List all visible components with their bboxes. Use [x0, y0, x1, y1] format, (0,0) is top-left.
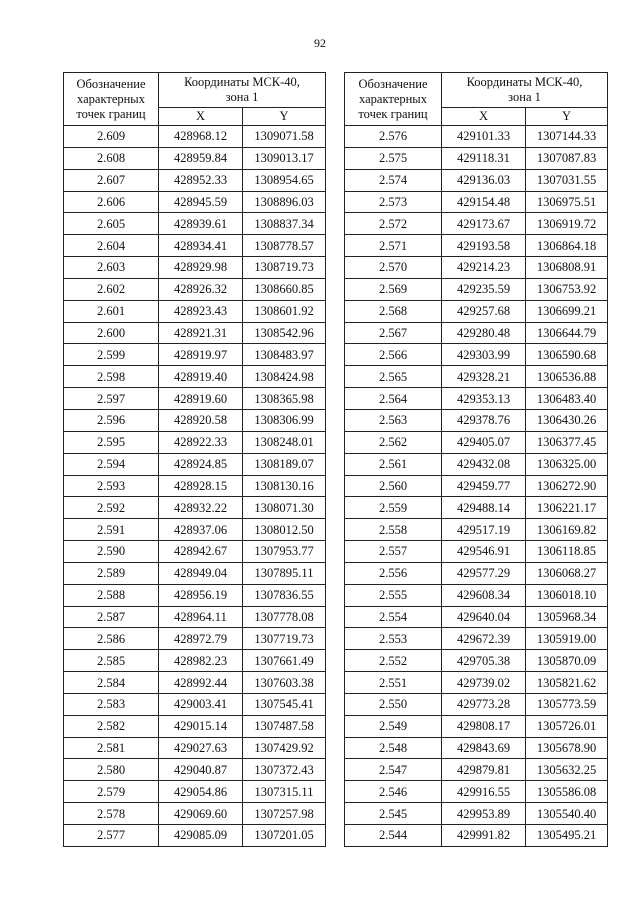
table-row [64, 213, 326, 235]
y-coordinate-cell: 1305586.08 [526, 781, 608, 803]
y-coordinate-cell: 1307719.73 [243, 628, 326, 650]
point-code-cell: 2.575 [345, 147, 442, 169]
x-coordinate-cell: 429101.33 [442, 126, 526, 148]
point-code-cell: 2.586 [64, 628, 159, 650]
header-coordinates [442, 73, 608, 108]
y-coordinate-cell: 1305919.00 [526, 628, 608, 650]
header-y: Y [526, 108, 608, 126]
x-coordinate-cell: 428921.31 [159, 322, 243, 344]
y-coordinate-cell: 1307372.43 [243, 759, 326, 781]
page-number: 92 [314, 36, 326, 50]
point-code-cell: 2.587 [64, 606, 159, 628]
header-coordinates [159, 73, 326, 108]
table-row [64, 650, 326, 672]
x-coordinate-cell: 429303.99 [442, 344, 526, 366]
x-coordinate-cell: 429705.38 [442, 650, 526, 672]
y-coordinate-cell: 1305678.90 [526, 737, 608, 759]
x-coordinate-cell: 429378.76 [442, 409, 526, 431]
header-coords-line: зона 1 [508, 90, 541, 104]
x-coordinate-cell: 428972.79 [159, 628, 243, 650]
x-coordinate-cell: 429027.63 [159, 737, 243, 759]
table-row [345, 497, 608, 519]
x-coordinate-cell: 429773.28 [442, 693, 526, 715]
x-coordinate-cell: 429953.89 [442, 803, 526, 825]
point-code-cell: 2.576 [345, 126, 442, 148]
y-coordinate-cell: 1306430.26 [526, 409, 608, 431]
x-coordinate-cell: 429003.41 [159, 693, 243, 715]
table-row [345, 562, 608, 584]
x-coordinate-cell: 429054.86 [159, 781, 243, 803]
y-coordinate-cell: 1306975.51 [526, 191, 608, 213]
table-row [64, 715, 326, 737]
x-coordinate-cell: 429739.02 [442, 672, 526, 694]
point-code-cell: 2.571 [345, 235, 442, 257]
x-coordinate-cell: 428928.15 [159, 475, 243, 497]
x-coordinate-cell: 428919.60 [159, 388, 243, 410]
header-y: Y [243, 108, 326, 126]
x-coordinate-cell: 429432.08 [442, 453, 526, 475]
table-row [345, 803, 608, 825]
y-coordinate-cell: 1305870.09 [526, 650, 608, 672]
table-row [345, 825, 608, 847]
table-row [345, 322, 608, 344]
header-x: X [159, 108, 243, 126]
x-coordinate-cell: 429214.23 [442, 257, 526, 279]
y-coordinate-cell: 1307144.33 [526, 126, 608, 148]
y-coordinate-cell: 1307201.05 [243, 825, 326, 847]
table-row [345, 278, 608, 300]
table-row [64, 541, 326, 563]
x-coordinate-cell: 429015.14 [159, 715, 243, 737]
point-code-cell: 2.578 [64, 803, 159, 825]
header-code-line: точек границ [358, 106, 428, 121]
table-row [64, 693, 326, 715]
x-coordinate-cell: 428992.44 [159, 672, 243, 694]
y-coordinate-cell: 1306377.45 [526, 431, 608, 453]
point-code-cell: 2.556 [345, 562, 442, 584]
point-code-cell: 2.598 [64, 366, 159, 388]
table-row [64, 584, 326, 606]
x-coordinate-cell: 428920.58 [159, 409, 243, 431]
header-code-line: характерных [77, 91, 145, 106]
y-coordinate-cell: 1306699.21 [526, 300, 608, 322]
table-row [64, 737, 326, 759]
table-row [64, 628, 326, 650]
y-coordinate-cell: 1308071.30 [243, 497, 326, 519]
y-coordinate-cell: 1306919.72 [526, 213, 608, 235]
header-code-line: характерных [359, 91, 427, 106]
y-coordinate-cell: 1308601.92 [243, 300, 326, 322]
table-row [345, 388, 608, 410]
x-coordinate-cell: 428939.61 [159, 213, 243, 235]
table-row [64, 759, 326, 781]
point-code-cell: 2.599 [64, 344, 159, 366]
header-code-line: точек границ [76, 106, 146, 121]
point-code-cell: 2.589 [64, 562, 159, 584]
point-code-cell: 2.592 [64, 497, 159, 519]
table-row [64, 453, 326, 475]
y-coordinate-cell: 1307895.11 [243, 562, 326, 584]
y-coordinate-cell: 1308837.34 [243, 213, 326, 235]
x-coordinate-cell: 428923.43 [159, 300, 243, 322]
table-row [64, 126, 326, 148]
y-coordinate-cell: 1309071.58 [243, 126, 326, 148]
point-code-cell: 2.562 [345, 431, 442, 453]
table-row [345, 409, 608, 431]
point-code-cell: 2.570 [345, 257, 442, 279]
x-coordinate-cell: 428937.06 [159, 519, 243, 541]
point-code-cell: 2.573 [345, 191, 442, 213]
point-code-cell: 2.583 [64, 693, 159, 715]
table-row [64, 300, 326, 322]
x-coordinate-cell: 429193.58 [442, 235, 526, 257]
y-coordinate-cell: 1306118.85 [526, 541, 608, 563]
table-row [64, 147, 326, 169]
y-coordinate-cell: 1308896.03 [243, 191, 326, 213]
x-coordinate-cell: 429808.17 [442, 715, 526, 737]
y-coordinate-cell: 1308130.16 [243, 475, 326, 497]
x-coordinate-cell: 429991.82 [442, 825, 526, 847]
point-code-cell: 2.555 [345, 584, 442, 606]
x-coordinate-cell: 428949.04 [159, 562, 243, 584]
y-coordinate-cell: 1306753.92 [526, 278, 608, 300]
table-row [64, 191, 326, 213]
y-coordinate-cell: 1306169.82 [526, 519, 608, 541]
table-row [345, 519, 608, 541]
y-coordinate-cell: 1307429.92 [243, 737, 326, 759]
point-code-cell: 2.547 [345, 759, 442, 781]
x-coordinate-cell: 428934.41 [159, 235, 243, 257]
x-coordinate-cell: 429672.39 [442, 628, 526, 650]
point-code-cell: 2.600 [64, 322, 159, 344]
point-code-cell: 2.574 [345, 169, 442, 191]
table-row [345, 781, 608, 803]
x-coordinate-cell: 428956.19 [159, 584, 243, 606]
table-row [64, 278, 326, 300]
table-row [345, 693, 608, 715]
y-coordinate-cell: 1307087.83 [526, 147, 608, 169]
table-row [345, 213, 608, 235]
table-row [345, 431, 608, 453]
table-row [64, 169, 326, 191]
table-row [345, 169, 608, 191]
y-coordinate-cell: 1307031.55 [526, 169, 608, 191]
point-code-cell: 2.605 [64, 213, 159, 235]
table-row [64, 519, 326, 541]
point-code-cell: 2.561 [345, 453, 442, 475]
header-coords-line: Координаты МСК-40, [466, 75, 583, 89]
y-coordinate-cell: 1306068.27 [526, 562, 608, 584]
x-coordinate-cell: 429353.13 [442, 388, 526, 410]
coordinates-table-left [63, 72, 326, 847]
table-row [345, 541, 608, 563]
x-coordinate-cell: 428919.40 [159, 366, 243, 388]
point-code-cell: 2.594 [64, 453, 159, 475]
y-coordinate-cell: 1308778.57 [243, 235, 326, 257]
header-code-line: Обозначение [76, 76, 146, 91]
y-coordinate-cell: 1307836.55 [243, 584, 326, 606]
y-coordinate-cell: 1306325.00 [526, 453, 608, 475]
x-coordinate-cell: 428964.11 [159, 606, 243, 628]
table-row [64, 322, 326, 344]
table-row [345, 715, 608, 737]
table-row [345, 191, 608, 213]
point-code-cell: 2.579 [64, 781, 159, 803]
y-coordinate-cell: 1308306.99 [243, 409, 326, 431]
y-coordinate-cell: 1305540.40 [526, 803, 608, 825]
x-coordinate-cell: 428922.33 [159, 431, 243, 453]
y-coordinate-cell: 1309013.17 [243, 147, 326, 169]
table-row [345, 475, 608, 497]
x-coordinate-cell: 429488.14 [442, 497, 526, 519]
table-row [64, 366, 326, 388]
x-coordinate-cell: 428968.12 [159, 126, 243, 148]
point-code-cell: 2.585 [64, 650, 159, 672]
y-coordinate-cell: 1308424.98 [243, 366, 326, 388]
point-code-cell: 2.577 [64, 825, 159, 847]
y-coordinate-cell: 1308483.97 [243, 344, 326, 366]
point-code-cell: 2.584 [64, 672, 159, 694]
x-coordinate-cell: 428959.84 [159, 147, 243, 169]
point-code-cell: 2.560 [345, 475, 442, 497]
y-coordinate-cell: 1306018.10 [526, 584, 608, 606]
header-point-code [345, 73, 442, 126]
x-coordinate-cell: 428932.22 [159, 497, 243, 519]
y-coordinate-cell: 1306483.40 [526, 388, 608, 410]
point-code-cell: 2.602 [64, 278, 159, 300]
point-code-cell: 2.580 [64, 759, 159, 781]
x-coordinate-cell: 429546.91 [442, 541, 526, 563]
y-coordinate-cell: 1308248.01 [243, 431, 326, 453]
x-coordinate-cell: 428942.67 [159, 541, 243, 563]
table-row [64, 672, 326, 694]
y-coordinate-cell: 1305773.59 [526, 693, 608, 715]
point-code-cell: 2.544 [345, 825, 442, 847]
table-body-left [64, 126, 326, 847]
table-row [64, 257, 326, 279]
table-row [345, 300, 608, 322]
point-code-cell: 2.608 [64, 147, 159, 169]
x-coordinate-cell: 429405.07 [442, 431, 526, 453]
x-coordinate-cell: 429118.31 [442, 147, 526, 169]
point-code-cell: 2.553 [345, 628, 442, 650]
x-coordinate-cell: 428945.59 [159, 191, 243, 213]
y-coordinate-cell: 1306221.17 [526, 497, 608, 519]
x-coordinate-cell: 429328.21 [442, 366, 526, 388]
x-coordinate-cell: 429280.48 [442, 322, 526, 344]
y-coordinate-cell: 1308954.65 [243, 169, 326, 191]
table-row [345, 672, 608, 694]
table-row [345, 606, 608, 628]
table-row [345, 650, 608, 672]
point-code-cell: 2.581 [64, 737, 159, 759]
table-row [64, 409, 326, 431]
x-coordinate-cell: 428952.33 [159, 169, 243, 191]
table-row [345, 628, 608, 650]
point-code-cell: 2.595 [64, 431, 159, 453]
table-row [64, 803, 326, 825]
point-code-cell: 2.559 [345, 497, 442, 519]
table-row [64, 825, 326, 847]
y-coordinate-cell: 1308542.96 [243, 322, 326, 344]
point-code-cell: 2.568 [345, 300, 442, 322]
point-code-cell: 2.590 [64, 541, 159, 563]
x-coordinate-cell: 429608.34 [442, 584, 526, 606]
y-coordinate-cell: 1307257.98 [243, 803, 326, 825]
coordinates-table-right [344, 72, 608, 847]
point-code-cell: 2.558 [345, 519, 442, 541]
table-row [345, 126, 608, 148]
table-row [64, 606, 326, 628]
point-code-cell: 2.591 [64, 519, 159, 541]
x-coordinate-cell: 429640.04 [442, 606, 526, 628]
point-code-cell: 2.588 [64, 584, 159, 606]
y-coordinate-cell: 1306644.79 [526, 322, 608, 344]
y-coordinate-cell: 1306590.68 [526, 344, 608, 366]
x-coordinate-cell: 429136.03 [442, 169, 526, 191]
x-coordinate-cell: 428926.32 [159, 278, 243, 300]
table-row [345, 257, 608, 279]
y-coordinate-cell: 1305726.01 [526, 715, 608, 737]
point-code-cell: 2.552 [345, 650, 442, 672]
y-coordinate-cell: 1307603.38 [243, 672, 326, 694]
x-coordinate-cell: 429040.87 [159, 759, 243, 781]
x-coordinate-cell: 429235.59 [442, 278, 526, 300]
y-coordinate-cell: 1308365.98 [243, 388, 326, 410]
point-code-cell: 2.564 [345, 388, 442, 410]
x-coordinate-cell: 429843.69 [442, 737, 526, 759]
y-coordinate-cell: 1308189.07 [243, 453, 326, 475]
point-code-cell: 2.551 [345, 672, 442, 694]
point-code-cell: 2.566 [345, 344, 442, 366]
point-code-cell: 2.563 [345, 409, 442, 431]
point-code-cell: 2.569 [345, 278, 442, 300]
point-code-cell: 2.567 [345, 322, 442, 344]
x-coordinate-cell: 428982.23 [159, 650, 243, 672]
point-code-cell: 2.549 [345, 715, 442, 737]
table-row [345, 366, 608, 388]
y-coordinate-cell: 1307487.58 [243, 715, 326, 737]
x-coordinate-cell: 429173.67 [442, 213, 526, 235]
table-row [64, 388, 326, 410]
table-row [345, 235, 608, 257]
x-coordinate-cell: 428924.85 [159, 453, 243, 475]
table-row [345, 344, 608, 366]
point-code-cell: 2.606 [64, 191, 159, 213]
y-coordinate-cell: 1307661.49 [243, 650, 326, 672]
x-coordinate-cell: 429257.68 [442, 300, 526, 322]
table-row [64, 562, 326, 584]
point-code-cell: 2.565 [345, 366, 442, 388]
y-coordinate-cell: 1305821.62 [526, 672, 608, 694]
y-coordinate-cell: 1308719.73 [243, 257, 326, 279]
header-code-line: Обозначение [358, 76, 428, 91]
table-row [64, 781, 326, 803]
point-code-cell: 2.596 [64, 409, 159, 431]
point-code-cell: 2.597 [64, 388, 159, 410]
table-row [64, 431, 326, 453]
x-coordinate-cell: 428919.97 [159, 344, 243, 366]
x-coordinate-cell: 429916.55 [442, 781, 526, 803]
header-x: X [442, 108, 526, 126]
table-row [345, 147, 608, 169]
x-coordinate-cell: 429517.19 [442, 519, 526, 541]
header-coords-line: Координаты МСК-40, [184, 75, 300, 89]
y-coordinate-cell: 1308660.85 [243, 278, 326, 300]
point-code-cell: 2.593 [64, 475, 159, 497]
y-coordinate-cell: 1305632.25 [526, 759, 608, 781]
y-coordinate-cell: 1307545.41 [243, 693, 326, 715]
y-coordinate-cell: 1308012.50 [243, 519, 326, 541]
point-code-cell: 2.572 [345, 213, 442, 235]
x-coordinate-cell: 429459.77 [442, 475, 526, 497]
point-code-cell: 2.545 [345, 803, 442, 825]
x-coordinate-cell: 429577.29 [442, 562, 526, 584]
x-coordinate-cell: 429154.48 [442, 191, 526, 213]
table-body-right [345, 126, 608, 847]
y-coordinate-cell: 1306272.90 [526, 475, 608, 497]
y-coordinate-cell: 1307315.11 [243, 781, 326, 803]
point-code-cell: 2.557 [345, 541, 442, 563]
point-code-cell: 2.604 [64, 235, 159, 257]
y-coordinate-cell: 1306536.88 [526, 366, 608, 388]
table-row [345, 584, 608, 606]
point-code-cell: 2.601 [64, 300, 159, 322]
y-coordinate-cell: 1305495.21 [526, 825, 608, 847]
x-coordinate-cell: 428929.98 [159, 257, 243, 279]
point-code-cell: 2.582 [64, 715, 159, 737]
header-coords-line: зона 1 [225, 90, 259, 104]
table-row [64, 497, 326, 519]
y-coordinate-cell: 1305968.34 [526, 606, 608, 628]
y-coordinate-cell: 1307778.08 [243, 606, 326, 628]
table-row [64, 235, 326, 257]
point-code-cell: 2.550 [345, 693, 442, 715]
x-coordinate-cell: 429879.81 [442, 759, 526, 781]
table-row [64, 475, 326, 497]
point-code-cell: 2.609 [64, 126, 159, 148]
table-row [345, 737, 608, 759]
y-coordinate-cell: 1307953.77 [243, 541, 326, 563]
table-row [64, 344, 326, 366]
point-code-cell: 2.607 [64, 169, 159, 191]
y-coordinate-cell: 1306808.91 [526, 257, 608, 279]
header-point-code [64, 73, 159, 126]
table-row [345, 453, 608, 475]
table-row [345, 759, 608, 781]
point-code-cell: 2.554 [345, 606, 442, 628]
point-code-cell: 2.548 [345, 737, 442, 759]
point-code-cell: 2.603 [64, 257, 159, 279]
x-coordinate-cell: 429069.60 [159, 803, 243, 825]
x-coordinate-cell: 429085.09 [159, 825, 243, 847]
point-code-cell: 2.546 [345, 781, 442, 803]
y-coordinate-cell: 1306864.18 [526, 235, 608, 257]
